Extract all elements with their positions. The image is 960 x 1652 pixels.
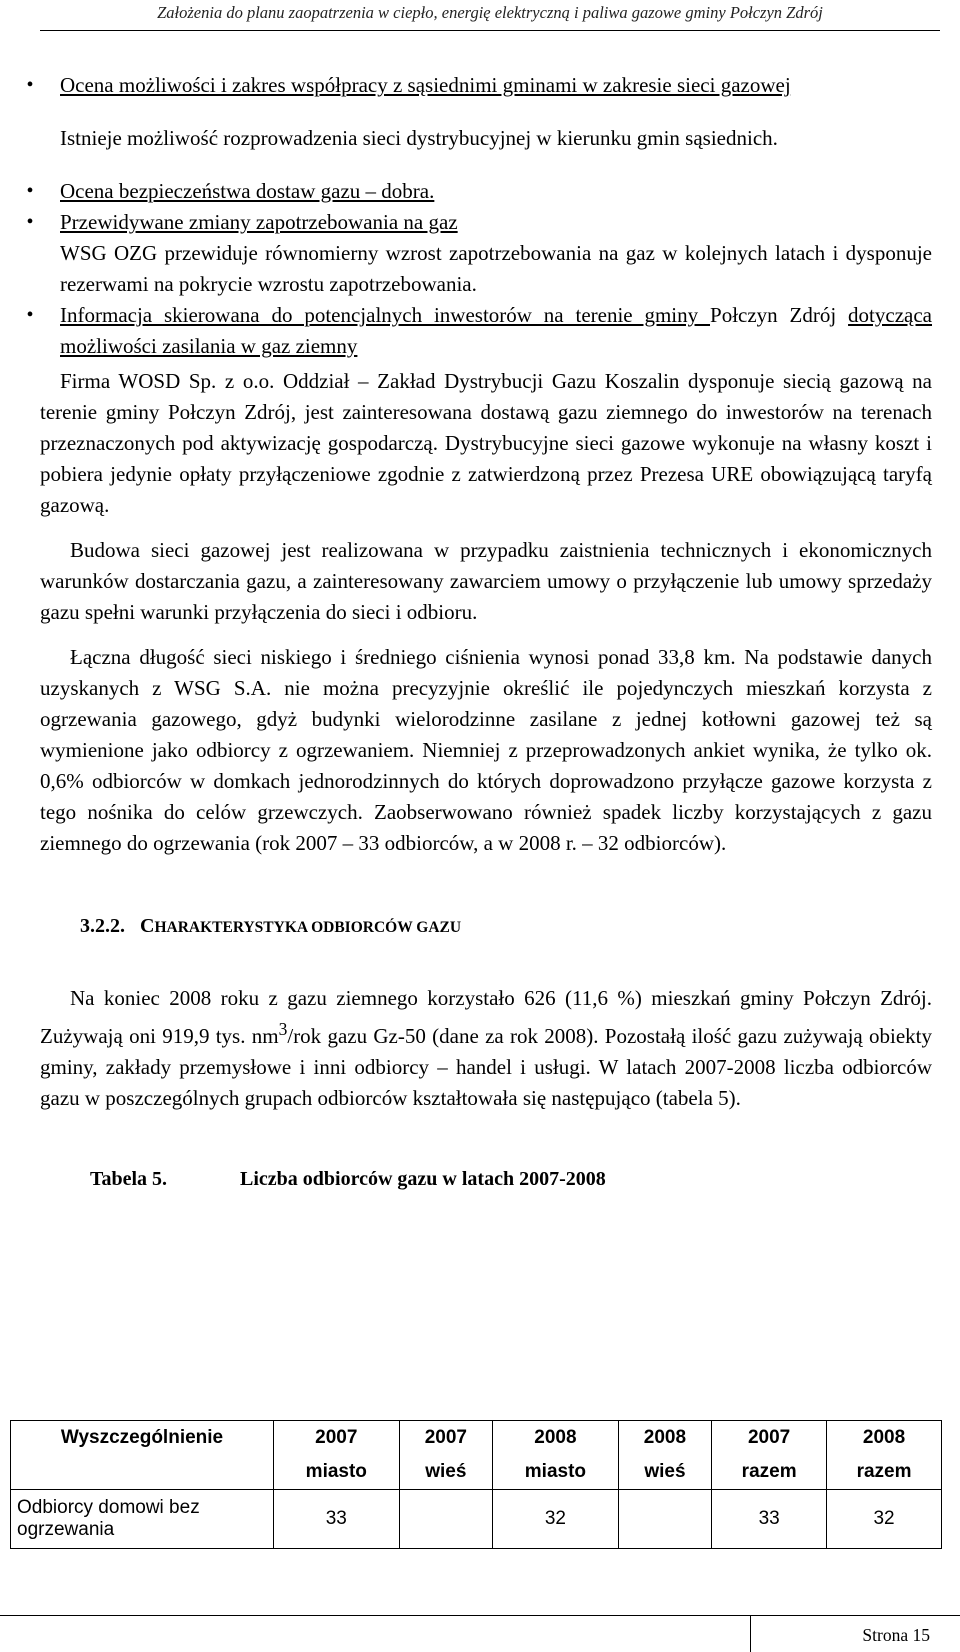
table-header-cell — [11, 1455, 274, 1490]
footer-separator — [750, 1615, 751, 1652]
table-cell: 33 — [712, 1490, 827, 1549]
bullet-dot: • — [26, 211, 34, 233]
heading-part: Zdrój — [777, 303, 849, 327]
table-caption-label: Tabela 5. — [90, 1168, 168, 1190]
section-title-rest: HARAKTERYSTYKA ODBIORCÓW GAZU — [154, 919, 462, 936]
bullet-item-gminy — [26, 70, 932, 101]
table-header-cell: wieś — [618, 1455, 712, 1490]
bullet-heading: Przewidywane zmiany zapotrzebowania na gaz — [60, 210, 458, 234]
paragraph-koniec — [40, 983, 932, 1114]
bullet-dot: • — [26, 304, 34, 326]
text-part: /rok gazu Gz-50 (dane za rok 2008). Pozostałą ilość gazu zużywają obiekty gminy, zakłady przemysłowe i inni odbiorcy – handel i usługi. W latach 2007-2008 liczba odbiorców gazu w poszczególnych grupach odbiorców kształtowała się następująco (tabela 5). — [40, 1024, 932, 1110]
bullet-item-zmiany — [26, 207, 932, 300]
text-part: Na koniec 2008 roku z gazu ziemnego korzystało 626 (11,6 %) mieszkań gminy Połczyn Zdrój. Zużywają oni 919,9 tys. nm — [40, 986, 932, 1048]
paragraph-dlugosc: Łączna długość sieci niskiego i średniego ciśnienia wynosi ponad 33,8 km. Na podstawie danych uzyskanych z WSG S.A. nie można precyzyjnie określić ile pojedynczych mieszkań korzysta z ogrzewania gazowego, gdyż budynki wielorodzinne zasilane z jednej kotłowni gazowej też są wymienione jako odbiorcy z ogrzewaniem. Niemniej z przeprowadzonych ankiet wynika, że tylko ok. 0,6% odbiorców w domkach jednorodzinnych do których doprowadzono przyłącze gazowe korzysta z tego nośnika do celów grzewczych. Zaobserwowano również spadek liczby korzystających z gazu ziemnego do ogrzewania (rok 2007 – 33 odbiorców, a w 2008 r. – 32 odbiorców). — [40, 645, 932, 855]
investor-paragraph: Firma WOSD Sp. z o.o. Oddział – Zakład Dystrybucji Gazu Koszalin dysponuje siecią gazową na terenie gminy Połczyn Zdrój, jest zainteresowana dostawą gazu ziemnego do inwestorów na terenach przeznaczonych pod aktywizację gospodarczą. Dystrybucyjne sieci gazowe wykonuje na własny koszt i pobiera jedynie opłaty przyłączeniowe zgodnie z zatwierdzoną przez Prezesa URE obowiązującą taryfą gazową. — [40, 369, 932, 517]
bullet-dot: • — [26, 180, 34, 202]
page-content — [26, 70, 932, 1195]
table-cell: 32 — [493, 1490, 619, 1549]
bullet-heading: Ocena bezpieczeństwa dostaw gazu – dobra. — [60, 179, 435, 203]
bullet-item-inwestorzy — [26, 300, 932, 362]
bullet-heading — [60, 300, 932, 362]
page-number: Strona 15 — [862, 1625, 930, 1645]
table-row — [11, 1490, 942, 1549]
table-header-cell: miasto — [274, 1455, 400, 1490]
table-header-cell: 2007 — [274, 1421, 400, 1456]
footer-divider — [0, 1615, 960, 1616]
bullet-paragraph: WSG OZG przewiduje równomierny wzrost zapotrzebowania na gaz w kolejnych latach i dysponuje rezerwami na pokrycie wzrostu zapotrzebowania. — [60, 241, 932, 296]
paragraph-budowa: Budowa sieci gazowej jest realizowana w przypadku zaistnienia technicznych i ekonomicznych warunków dostarczania gazu, a zainteresowany zawarciem umowy o przyłączenie lub umowy sprzedaży gazu spełni warunki przyłączenia do sieci i odbioru. — [40, 538, 932, 624]
bullet-dot: • — [26, 74, 34, 96]
table-caption — [40, 1164, 932, 1195]
table-header-row — [11, 1421, 942, 1456]
data-table — [10, 1420, 942, 1549]
table-header-row — [11, 1455, 942, 1490]
section-heading — [40, 911, 932, 943]
table-cell: 32 — [827, 1490, 942, 1549]
table-header-cell: 2008 — [493, 1421, 619, 1456]
bullet-item-bezpieczenstwo — [26, 176, 932, 207]
heading-part: dotycząca możliwości zasilania w gaz ziemny — [60, 303, 932, 358]
superscript: 3 — [278, 1019, 288, 1039]
running-header: Założenia do planu zaopatrzenia w ciepło, energię elektryczną i paliwa gazowe gminy Połczyn Zdrój — [40, 0, 940, 31]
table-header-cell: wieś — [399, 1455, 493, 1490]
table-cell — [618, 1490, 712, 1549]
table-header-cell: 2007 — [712, 1421, 827, 1456]
table-cell: Odbiorcy domowi bez ogrzewania — [11, 1490, 274, 1549]
table-header-cell: miasto — [493, 1455, 619, 1490]
section-title-initial: C — [140, 915, 155, 937]
table-header-cell: Wyszczególnienie — [11, 1421, 274, 1456]
table-header-cell: razem — [827, 1455, 942, 1490]
heading-part: Połczyn — [710, 303, 778, 327]
bullet-paragraph: Istnieje możliwość rozprowadzenia sieci dystrybucyjnej w kierunku gmin sąsiednich. — [60, 126, 778, 150]
table-header-cell: 2007 — [399, 1421, 493, 1456]
section-number: 3.2.2. — [80, 915, 125, 937]
heading-part: Informacja skierowana do potencjalnych inwestorów na terenie gminy — [60, 303, 711, 327]
table-header-cell: razem — [712, 1455, 827, 1490]
table-header-cell: 2008 — [618, 1421, 712, 1456]
table-caption-title: Liczba odbiorców gazu w latach 2007-2008 — [240, 1168, 606, 1190]
table-cell — [399, 1490, 493, 1549]
table-header-cell: 2008 — [827, 1421, 942, 1456]
bullet-heading: Ocena możliwości i zakres współpracy z sąsiednimi gminami w zakresie sieci gazowej — [60, 73, 791, 97]
table-cell: 33 — [274, 1490, 400, 1549]
